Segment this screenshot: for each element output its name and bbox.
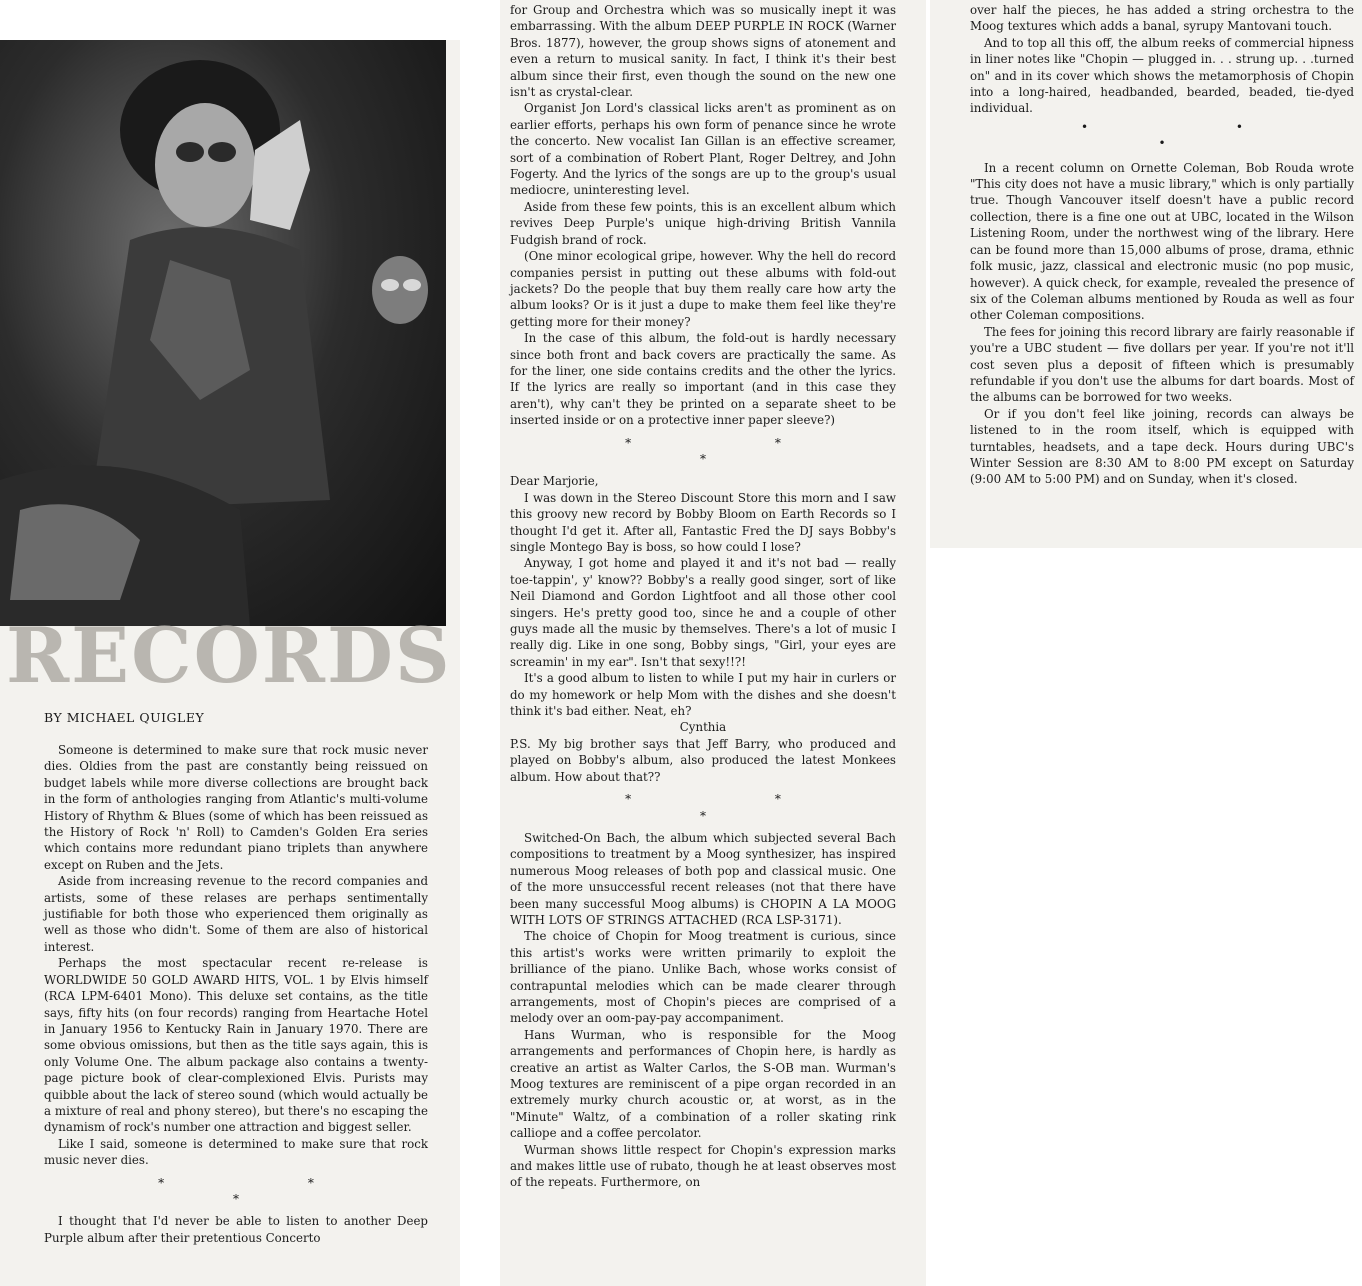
paragraph: Hans Wurman, who is responsible for the Moog arrangements and performances of Chopin here, is hardly as creative an artist as Walter Carlos, the S-OB man. Wurman's Moog textures are reminiscent of a pipe organ recorded in an extremely murky church acoustic or, at worst, as in the "Minute" Waltz, of a combination of a roller skating rink calliope and a coffee percolator.	[510, 1027, 896, 1141]
section-separator: • • •	[1081, 119, 1315, 151]
article-text-column-1	[44, 742, 428, 1246]
paragraph: And to top all this off, the album reeks of commercial hipness in liner notes like "Chopin — plugged in. . . strung up. . .turned on" and in its cover which shows the metamorphosis of Chopin into a long-haired, headbanded, bearded, beaded, tie-dyed individual.	[970, 35, 1354, 116]
paragraph: for Group and Orchestra which was so musically inept it was embarrassing. With the album DEEP PURPLE IN ROCK (Warner Bros. 1877), however, the group shows signs of atonement and even a return to musical sanity. In fact, I think it's their best album since their first, even though the sound on the new one isn't as crystal-clear.	[510, 3, 896, 100]
paragraph: Organist Jon Lord's classical licks aren't as prominent as on earlier efforts, perhaps his own form of penance since he wrote the concerto. New vocalist Ian Gillan is an effective screamer, sort of a combination of Robert Plant, Roger Deltrey, and John Fogerty. And the lyrics of the songs are up to the group's usual mediocre, uninteresting level.	[510, 101, 896, 198]
article-text-column-2	[510, 2, 896, 1191]
paragraph: over half the pieces, he has added a string orchestra to the Moog textures which adds a banal, syrupy Mantovani touch.	[970, 3, 1354, 34]
photo-icon	[0, 40, 446, 626]
article-text-column-3	[970, 2, 1354, 488]
clipping-column-2	[500, 0, 926, 1286]
paragraph: Perhaps the most spectacular recent re-release is WORLDWIDE 50 GOLD AWARD HITS, VOL. 1 by Elvis himself (RCA LPM-6401 Mono). This deluxe set contains, as the title says, fifty hits (on four records) ranging from Heartache Hotel in January 1956 to Kentucky Rain in January 1970. There are some obvious omissions, but then as the title says again, this is only Volume One. The album package also contains a twenty-page picture book of clear-complexioned Elvis. Purists may quibble about the lack of stereo sound (which would actually be a mixture of real and phony stereo), but there's no escaping the dynamism of rock's number one attraction and biggest seller.	[44, 956, 428, 1135]
letter-paragraph: Anyway, I got home and played it and it's not bad — really toe-tappin', y' know?? Bobby's a really good singer, sort of like Neil Diamond and Gordon Lightfoot and all those other cool singers. He's pretty good too, since he and a couple of other guys made all the music by themselves. There's a lot of music I really dig. Like in one song, Bobby sings, "Girl, your eyes are screamin' in my ear". Isn't that sexy!!?!	[510, 556, 896, 669]
letter-greeting: Dear Marjorie,	[510, 474, 599, 489]
paragraph: I thought that I'd never be able to listen to another Deep Purple album after their pretentious Concerto	[44, 1214, 428, 1245]
section-separator: * * *	[158, 1175, 384, 1206]
paragraph: In a recent column on Ornette Coleman, Bob Rouda wrote "This city does not have a music library," which is only partially true. Though Vancouver itself doesn't have a public record collection, there is a fine one out at UBC, located in the Wilson Listening Room, under the northwest wing of the library. Here can be found more than 15,000 albums of prose, drama, ethnic folk music, jazz, classical and electronic music (no pop music, however). A quick check, for example, revealed the presence of six of the Coleman albums mentioned by Rouda as well as four other Coleman compositions.	[970, 160, 1354, 323]
section-separator: * * *	[625, 792, 851, 823]
paragraph: Switched-On Bach, the album which subjected several Bach compositions to treatment by a Moog synthesizer, has inspired numerous Moog releases of both pop and classical music. One of the more unsuccessful recent releases (not that there have been many successful Moog albums) is CHOPIN A LA MOOG WITH LOTS OF STRINGS ATTACHED (RCA LSP-3171).	[510, 830, 896, 927]
paragraph: Aside from these few points, this is an excellent album which revives Deep Purple's unique high-driving British Vannila Fudgish brand of rock.	[510, 199, 896, 247]
byline: BY MICHAEL QUIGLEY	[44, 710, 205, 725]
letter-postscript: P.S. My big brother says that Jeff Barry, who produced and played on Bobby's album, also produced the latest Monkees album. How about that??	[510, 736, 896, 784]
letter-signature: Cynthia	[679, 720, 727, 735]
paragraph: Or if you don't feel like joining, records can always be listened to in the room itself, which is equipped with turntables, headsets, and a tape deck. Hours during UBC's Winter Session are 8:30 AM to 8:00 PM except on Saturday (9:00 AM to 5:00 PM) and on Sunday, when it's closed.	[970, 406, 1354, 487]
clipping-column-3	[930, 0, 1362, 548]
paragraph: In the case of this album, the fold-out is hardly necessary since both front and back covers are practically the same. As for the liner, one side contains credits and the other the lyrics. If the lyrics are really so important (and in this case they aren't), why can't they be printed on a separate sheet to be inserted inside or on a protective inner paper sleeve?)	[510, 331, 896, 428]
section-separator: * * *	[625, 435, 851, 466]
paragraph: Wurman shows little respect for Chopin's expression marks and makes little use of rubato, though he at least observes most of the repeats. Furthermore, on	[510, 1142, 896, 1190]
paragraph: (One minor ecological gripe, however. Why the hell do record companies persist in putting out these albums with fold-out jackets? Do the people that buy them really care how arty the album looks? Or is it just a dupe to make them feel like they're getting more for their money?	[510, 249, 896, 329]
letter-paragraph: It's a good album to listen to while I put my hair in curlers or do my homework or help Mom with the dishes and she doesn't think it's bad either. Neat, eh?	[510, 671, 896, 719]
masthead-title: RECORDS	[6, 611, 452, 700]
paragraph: Someone is determined to make sure that rock music never dies. Oldies from the past are constantly being reissued on budget labels while more diverse collections are brought back in the form of anthologies ranging from Atlantic's multi-volume History of Rhythm & Blues (some of which has been reissued as the History of Rock 'n' Roll) to Camden's Golden Era series which contains more redundant piano triplets than anywhere except on Ruben and the Jets.	[44, 743, 428, 872]
clipping-column-1	[0, 40, 460, 1286]
paragraph: Aside from increasing revenue to the record companies and artists, some of these relases are perhaps sentimentally justifiable for both those who experienced them originally as well as those who didn't. Some of them are also of historical interest.	[44, 874, 428, 954]
paragraph: The fees for joining this record library are fairly reasonable if you're a UBC student — five dollars per year. If you're not it'll cost seven plus a deposit of fifteen which is presumably refundable if you don't use the albums for dart boards. Most of the albums can be borrowed for two weeks.	[970, 324, 1354, 405]
paragraph: The choice of Chopin for Moog treatment is curious, since this artist's works were written primarily to exploit the brilliance of the piano. Unlike Bach, whose works consist of contrapuntal melodies which can be made clearer through arrangements, most of Chopin's pieces are comprised of a melody over an oom-pay-pay accompaniment.	[510, 929, 896, 1026]
letter-paragraph: I was down in the Stereo Discount Store this morn and I saw this groovy new record by Bobby Bloom on Earth Records so I thought I'd get it. After all, Fantastic Fred the DJ says Bobby's single Montego Bay is boss, so how could I lose?	[510, 490, 896, 554]
musician-photo	[0, 40, 446, 626]
paragraph: Like I said, someone is determined to make sure that rock music never dies.	[44, 1136, 428, 1168]
